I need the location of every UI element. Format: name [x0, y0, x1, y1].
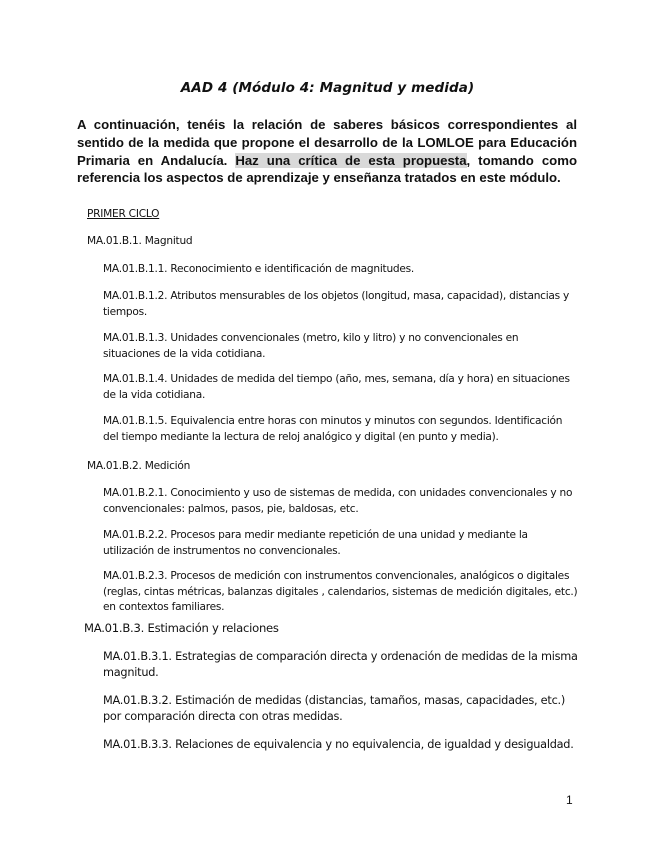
cycle-heading: PRIMER CICLO: [87, 208, 160, 220]
intro-text-before: A continuación, tenéis la relación de saberes básicos correspondientes al sentido de la medida que propone el desarrollo de la LOMLOE para Educación Primaria en Andalucía.: [77, 117, 577, 168]
page-number: 1: [566, 793, 573, 807]
list-item: MA.01.B.1.2. Atributos mensurables de los objetos (longitud, masa, capacidad), distancias y tiempos.: [103, 290, 570, 318]
section-heading: MA.01.B.1. Magnitud: [87, 235, 193, 247]
section-heading: MA.01.B.2. Medición: [87, 460, 191, 472]
list-item: MA.01.B.1.1. Reconocimiento e identificación de magnitudes.: [103, 263, 415, 275]
list-item: MA.01.B.3.2. Estimación de medidas (distancias, tamaños, masas, capacidades, etc.) por comparación directa con otras medidas.: [103, 694, 566, 724]
list-item: MA.01.B.2.1. Conocimiento y uso de sistemas de medida, con unidades convencionales y no convencionales: palmos, pasos, pie, baldosas, etc.: [103, 487, 573, 515]
section-heading: MA.01.B.3. Estimación y relaciones: [84, 621, 279, 635]
intro-paragraph: [77, 116, 577, 187]
list-item: MA.01.B.1.4. Unidades de medida del tiempo (año, mes, semana, día y hora) en situaciones de la vida cotidiana.: [103, 373, 570, 401]
list-item: MA.01.B.3.1. Estrategias de comparación directa y ordenación de medidas de la misma magnitud.: [103, 650, 578, 680]
document-title: AAD 4 (Módulo 4: Magnitud y medida): [180, 80, 475, 96]
list-item: MA.01.B.2.2. Procesos para medir mediante repetición de una unidad y mediante la utilización de instrumentos no convencionales.: [103, 529, 528, 557]
list-item: MA.01.B.1.3. Unidades convencionales (metro, kilo y litro) y no convencionales en situaciones de la vida cotidiana.: [103, 332, 519, 360]
list-item: MA.01.B.2.3. Procesos de medición con instrumentos convencionales, analógicos o digitales (reglas, cintas métricas, balanzas digitales , calendarios, sistemas de medición digitales, etc.) en contextos familiares.: [103, 570, 578, 614]
intro-highlight: Haz una crítica de esta propuesta: [235, 152, 467, 168]
list-item: MA.01.B.3.3. Relaciones de equivalencia y no equivalencia, de igualdad y desigualdad.: [103, 738, 574, 751]
intro-text-after: , tomando como referencia los aspectos de aprendizaje y enseñanza tratados en este módulo.: [77, 152, 578, 186]
list-item: MA.01.B.1.5. Equivalencia entre horas con minutos y minutos con segundos. Identificación del tiempo mediante la lectura de reloj analógico y digital (en punto y media).: [103, 415, 563, 443]
